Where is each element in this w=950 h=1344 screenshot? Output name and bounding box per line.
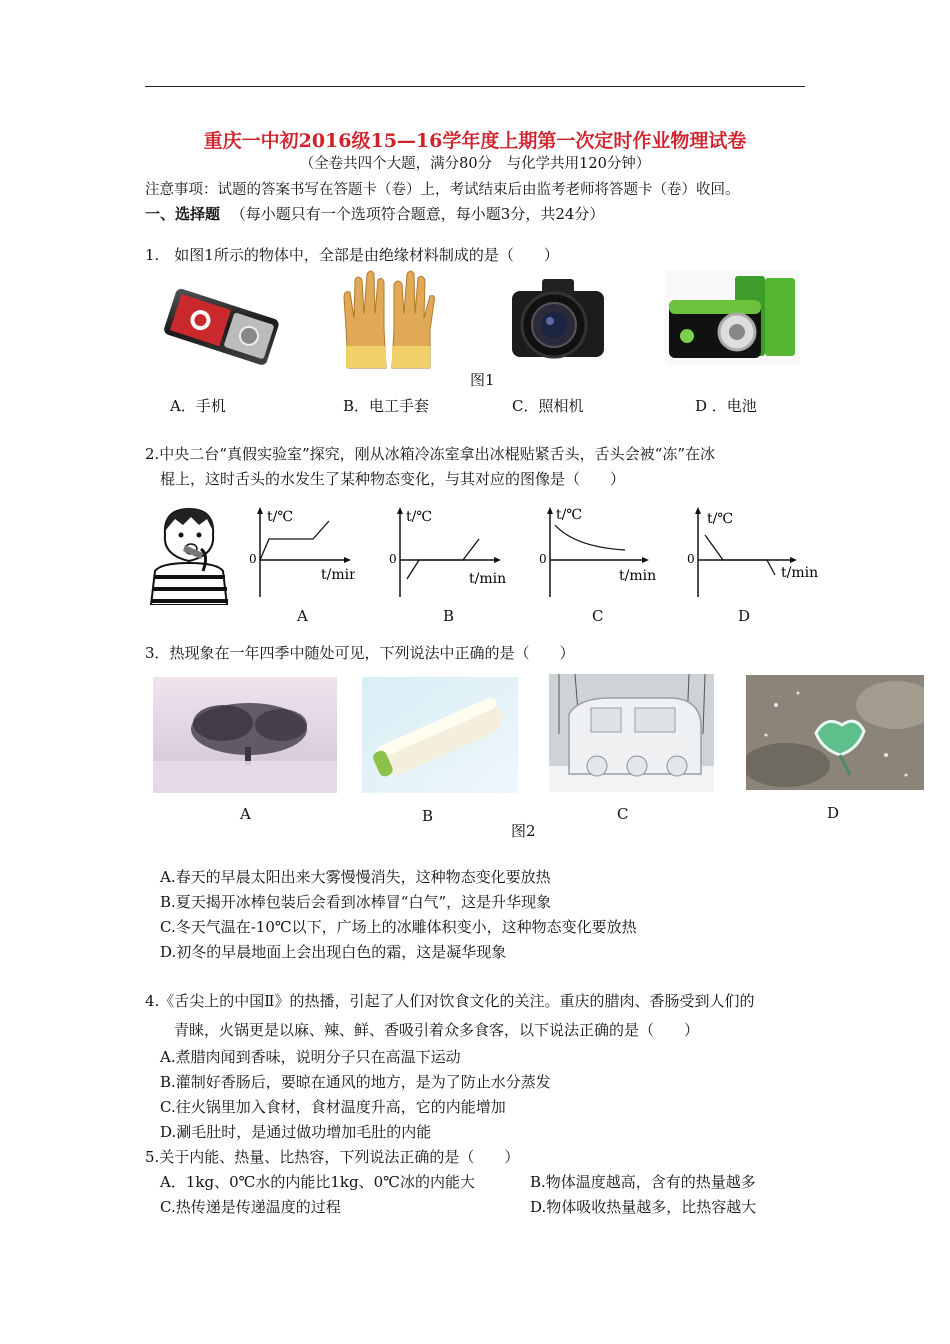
q1-option-b: B．电工手套 — [343, 397, 430, 415]
q4-stem-line1: 4.《舌尖上的中国Ⅱ》的热播，引起了人们对饮食文化的关注。重庆的腊肉、香肠受到人们的 — [145, 992, 755, 1010]
graph-b-y-arrow — [397, 507, 403, 514]
figure2-caption: 图2 — [511, 822, 536, 840]
graph-a-curve — [260, 521, 329, 560]
q2-graph-d — [683, 505, 818, 607]
graph-c-curve — [555, 525, 625, 550]
header-rule — [145, 86, 805, 87]
q4-option-b: B.灌制好香肠后，要晾在通风的地方，是为了防止水分蒸发 — [160, 1073, 551, 1091]
q1-gloves-image — [340, 268, 440, 377]
q3-popsicle-photo — [362, 677, 518, 793]
q4-option-c: C.往火锅里加入食材，食材温度升高，它的内能增加 — [160, 1098, 506, 1116]
graph-a-y-arrow — [257, 507, 263, 514]
q3-option-b: B.夏天揭开冰棒包装后会看到冰棒冒“白气”，这是升华现象 — [160, 893, 552, 911]
graph-c-ylabel: t/℃ — [556, 507, 583, 523]
graph-c-origin: 0 — [539, 552, 547, 566]
q5-option-d: D.物体吸收热量越多，比热容越大 — [530, 1198, 757, 1216]
section-title: 一、选择题 — [145, 205, 221, 223]
q3-photo-c-caption: C — [617, 805, 629, 823]
q2-stem-line2: 棍上，这时舌头的水发生了某种物态变化，与其对应的图像是（ ） — [160, 470, 626, 488]
q4-option-a: A.煮腊肉闻到香味，说明分子只在高温下运动 — [160, 1048, 461, 1066]
notice-text: 注意事项：试题的答案书写在答题卡（卷）上，考试结束后由监考老师将答题卡（卷）收回。 — [145, 182, 740, 198]
graph-d-origin: 0 — [687, 552, 695, 566]
q5-option-c: C.热传递是传递温度的过程 — [160, 1198, 341, 1216]
q4-option-d: D.涮毛肚时，是通过做功增加毛肚的内能 — [160, 1123, 432, 1141]
graph-c-xlabel: t/min — [619, 568, 657, 584]
q2-graph-b — [385, 505, 510, 607]
graph-b-xlabel: t/min — [469, 571, 507, 587]
q4-stem-line2: 青睐，火锅更是以麻、辣、鲜、香吸引着众多食客，以下说法正确的是（ ） — [174, 1021, 700, 1039]
q1-option-a: A．手机 — [170, 397, 226, 415]
graph-d-x-arrow — [790, 557, 797, 563]
q2-graph-c-caption: C — [592, 607, 604, 625]
q3-option-d: D.初冬的早晨地面上会出现白色的霜，这是凝华现象 — [160, 943, 507, 961]
q2-graph-c — [535, 503, 660, 607]
q1-stem: 1. 如图1所示的物体中，全部是由绝缘材料制成的是（ ） — [145, 246, 559, 264]
q1-option-c: C．照相机 — [512, 397, 584, 415]
q5-option-a: A．1kg、0℃水的内能比1kg、0℃冰的内能大 — [160, 1173, 475, 1191]
graph-d-ylabel: t/℃ — [707, 511, 734, 527]
page-subtitle: （全卷共四个大题，满分80分 与化学共用120分钟） — [299, 156, 651, 172]
q1-option-d: D ．电池 — [695, 397, 757, 415]
q2-graph-d-caption: D — [738, 607, 751, 625]
graph-b-ylabel: t/℃ — [406, 509, 433, 525]
q3-frost-photo — [746, 675, 924, 790]
q3-photo-a-caption: A — [240, 805, 251, 823]
q1-phone-image — [160, 283, 285, 372]
figure1-caption: 图1 — [470, 371, 495, 389]
section-note: （每小题只有一个选项符合题意，每小题3分，共24分） — [230, 205, 605, 223]
q3-option-c: C.冬天气温在-10℃以下，广场上的冰雕体积变小，这种物态变化要放热 — [160, 918, 637, 936]
q3-option-a: A.春天的早晨太阳出来大雾慢慢消失，这种物态变化要放热 — [160, 868, 551, 886]
graph-b-x-arrow — [494, 557, 501, 563]
q3-snow-sculpture-photo — [549, 674, 714, 792]
q3-photo-b-caption: B — [422, 807, 434, 825]
q3-fog-photo — [153, 677, 337, 793]
graph-d-y-arrow — [695, 507, 701, 514]
q3-stem: 3．热现象在一年四季中随处可见，下列说法中正确的是（ ） — [145, 644, 575, 662]
q2-graph-a-caption: A — [297, 607, 308, 625]
q5-stem: 5.关于内能、热量、比热容，下列说法正确的是（ ） — [145, 1148, 520, 1166]
q5-option-b: B.物体温度越高，含有的热量越多 — [530, 1173, 756, 1191]
graph-a-xlabel: t/min — [321, 567, 355, 583]
page-title: 重庆一中初2016级15—16学年度上期第一次定时作业物理试卷 — [203, 130, 747, 152]
graph-c-x-arrow — [642, 557, 649, 563]
graph-a-ylabel: t/℃ — [267, 509, 294, 525]
q3-photo-d-caption: D — [827, 804, 840, 822]
graph-b-origin: 0 — [389, 552, 397, 566]
graph-a-x-arrow — [344, 557, 351, 563]
graph-d-xlabel: t/min — [781, 565, 818, 581]
q1-battery-image — [665, 270, 800, 369]
graph-c-y-arrow — [547, 507, 553, 514]
graph-a-origin: 0 — [249, 552, 257, 566]
q2-graph-b-caption: B — [443, 607, 455, 625]
section-heading — [145, 203, 604, 224]
q2-boy-image — [143, 505, 235, 609]
q1-camera-image — [508, 273, 608, 372]
q2-stem-line1: 2.中央二台“真假实验室”探究，刚从冰箱冷冻室拿出冰棍贴紧舌头，舌头会被“冻”在冰 — [145, 445, 715, 463]
q2-graph-a — [245, 505, 355, 607]
graph-d-curve — [705, 535, 775, 575]
